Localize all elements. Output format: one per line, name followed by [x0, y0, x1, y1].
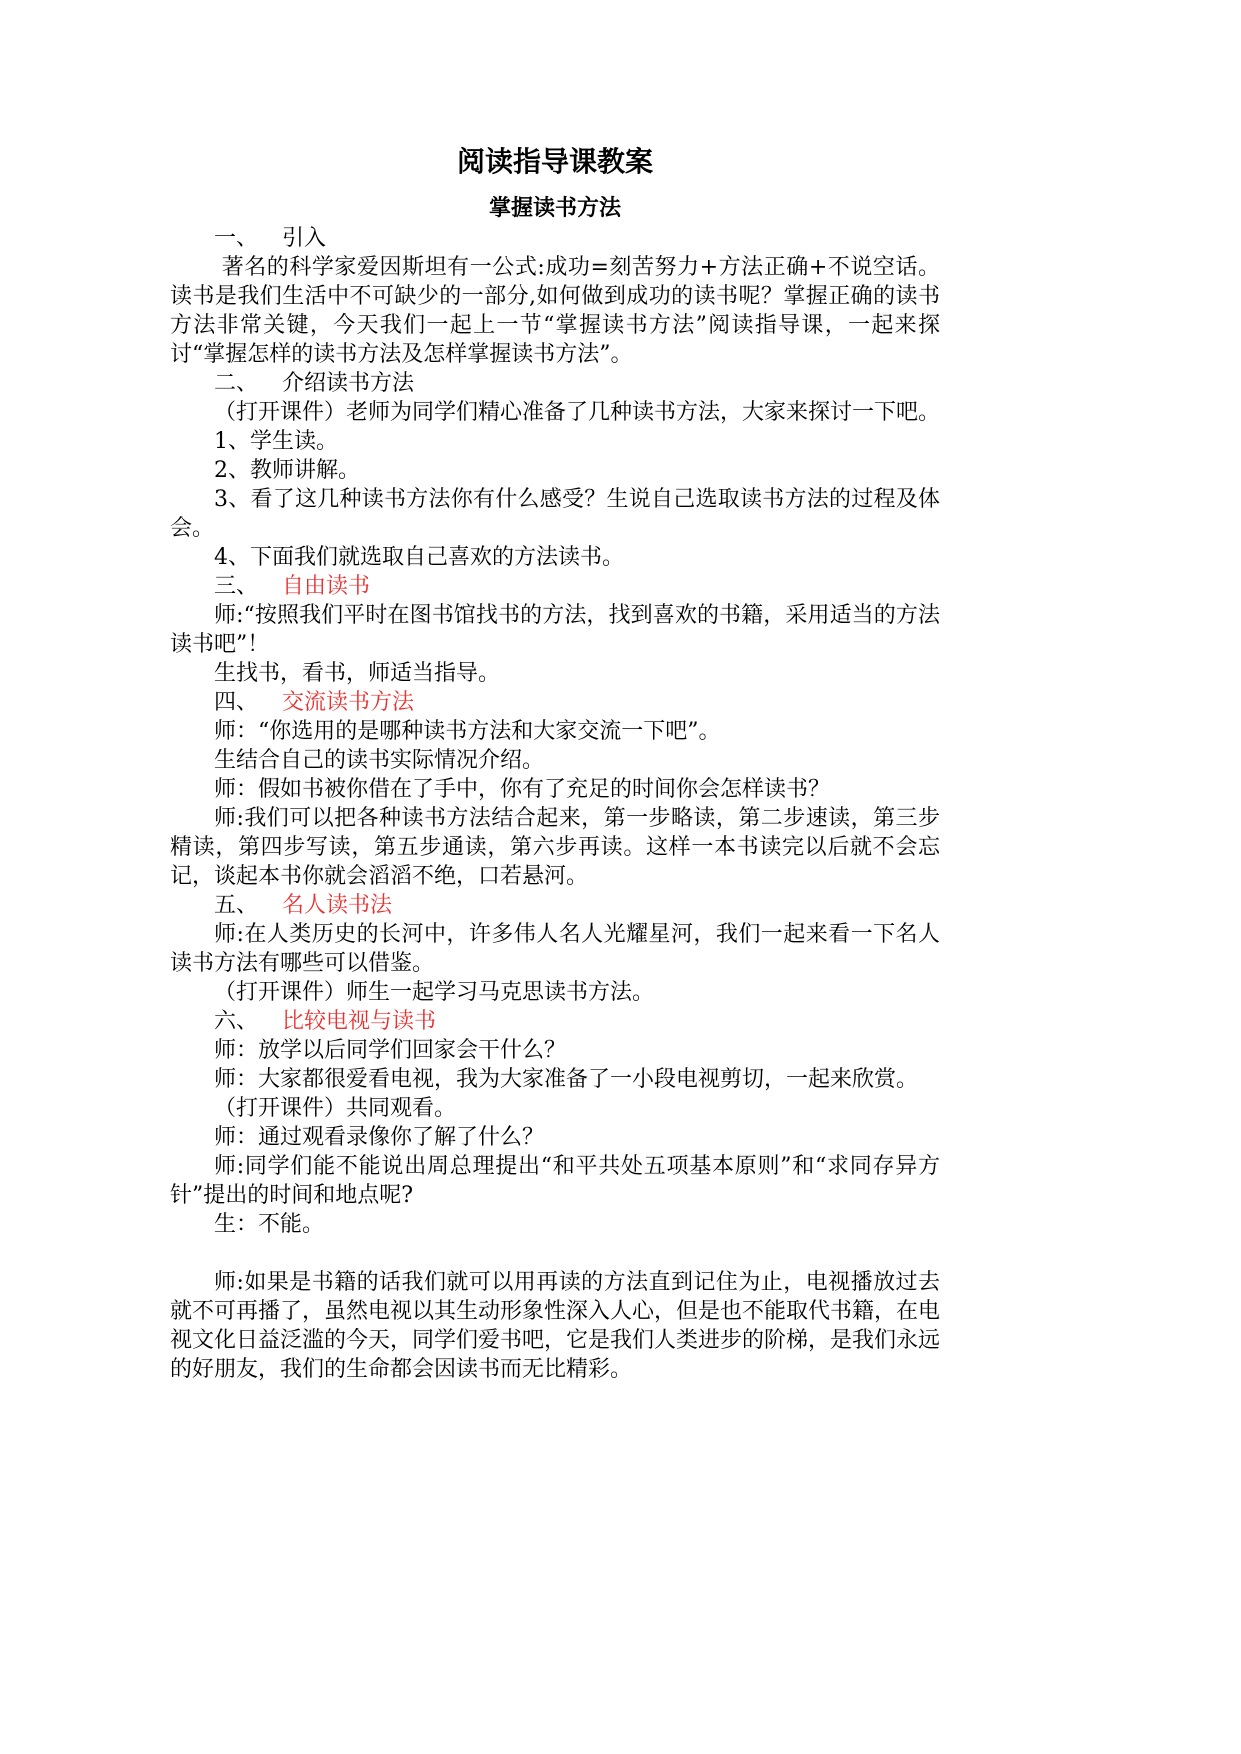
paragraph: 师：“你选用的是哪种读书方法和大家交流一下吧”。: [214, 719, 721, 744]
section-number: 六、: [214, 1009, 259, 1034]
paragraph: （打开课件）师生一起学习马克思读书方法。: [214, 980, 655, 1005]
section-title: 引入: [282, 226, 327, 251]
paragraph: 师:“按照我们平时在图书馆找书的方法，找到喜欢的书籍，采用适当的方法读书吧”！: [170, 603, 940, 657]
section-heading: [170, 891, 940, 920]
paragraph: 师：通过观看录像你了解了什么？: [214, 1125, 545, 1150]
list-item: 1、学生读。: [214, 429, 338, 454]
section-free-reading: [170, 572, 940, 688]
document-subtitle: 掌握读书方法: [488, 195, 621, 221]
section-heading: [170, 1007, 940, 1036]
paragraph: 著名的科学家爱因斯坦有一公式:成功=刻苦努力+方法正确+不说空话。读书是我们生活中不可缺少的一部分,如何做到成功的读书呢？掌握正确的读书方法非常关键，今天我们一起上一节“掌握读书方法”阅读指导课，一起来探讨“掌握怎样的读书方法及怎样掌握读书方法”。: [170, 255, 940, 367]
paragraph: 生：不能。: [214, 1212, 325, 1237]
section-number: 二、: [214, 371, 259, 396]
document-page: [170, 142, 940, 1384]
section-title: 比较电视与读书: [282, 1009, 437, 1034]
paragraph: 师:在人类历史的长河中，许多伟人名人光耀星河，我们一起来看一下名人读书方法有哪些可以借鉴。: [170, 922, 940, 976]
section-number: 一、: [214, 226, 259, 251]
section-intro: [170, 224, 940, 369]
section-exchange: [170, 688, 940, 891]
section-title: 交流读书方法: [282, 690, 415, 715]
section-heading: [170, 688, 940, 717]
section-number: 五、: [214, 893, 259, 918]
paragraph: 师：大家都很爱看电视，我为大家准备了一小段电视剪切，一起来欣赏。: [214, 1067, 919, 1092]
section-title: 介绍读书方法: [282, 371, 415, 396]
paragraph: 师：假如书被你借在了手中，你有了充足的时间你会怎样读书？: [214, 777, 831, 802]
closing-paragraph: 师:如果是书籍的话我们就可以用再读的方法直到记住为止，电视播放过去就不可再播了，虽然电视以其生动形象性深入人心，但是也不能取代书籍，在电视文化日益泛滥的今天，同学们爱书吧，它是我们人类进步的阶梯，是我们永远的好朋友，我们的生命都会因读书而无比精彩。: [170, 1270, 941, 1382]
section-number: 三、: [214, 574, 259, 599]
paragraph: （打开课件）共同观看。: [214, 1096, 457, 1121]
paragraph: 生找书，看书，师适当指导。: [214, 661, 501, 686]
paragraph: （打开课件）老师为同学们精心准备了几种读书方法，大家来探讨一下吧。: [214, 400, 941, 425]
blank-line: [170, 1239, 940, 1268]
paragraph: 师:同学们能不能说出周总理提出“和平共处五项基本原则”和“求同存异方针”提出的时间和地点呢?: [170, 1154, 940, 1208]
section-number: 四、: [214, 690, 259, 715]
section-heading: [170, 224, 940, 253]
paragraph: 师:我们可以把各种读书方法结合起来，第一步略读，第二步速读，第三步精读，第四步写读，第五步通读，第六步再读。这样一本书读完以后就不会忘记，谈起本书你就会滔滔不绝，口若悬河。: [170, 806, 940, 889]
section-heading: [170, 369, 940, 398]
list-item: 2、教师讲解。: [214, 458, 360, 483]
section-methods: [170, 369, 940, 572]
section-tv-vs-books: [170, 1007, 940, 1384]
section-title: 名人读书法: [282, 893, 393, 918]
list-item: 4、下面我们就选取自己喜欢的方法读书。: [214, 545, 624, 570]
list-item: 3、看了这几种读书方法你有什么感受？生说自己选取读书方法的过程及体会。: [170, 487, 940, 541]
section-heading: [170, 572, 940, 601]
section-famous-methods: [170, 891, 940, 1007]
paragraph: 师：放学以后同学们回家会干什么？: [214, 1038, 567, 1063]
document-title: 阅读指导课教案: [456, 145, 653, 178]
section-title: 自由读书: [282, 574, 371, 599]
paragraph: 生结合自己的读书实际情况介绍。: [214, 748, 545, 773]
